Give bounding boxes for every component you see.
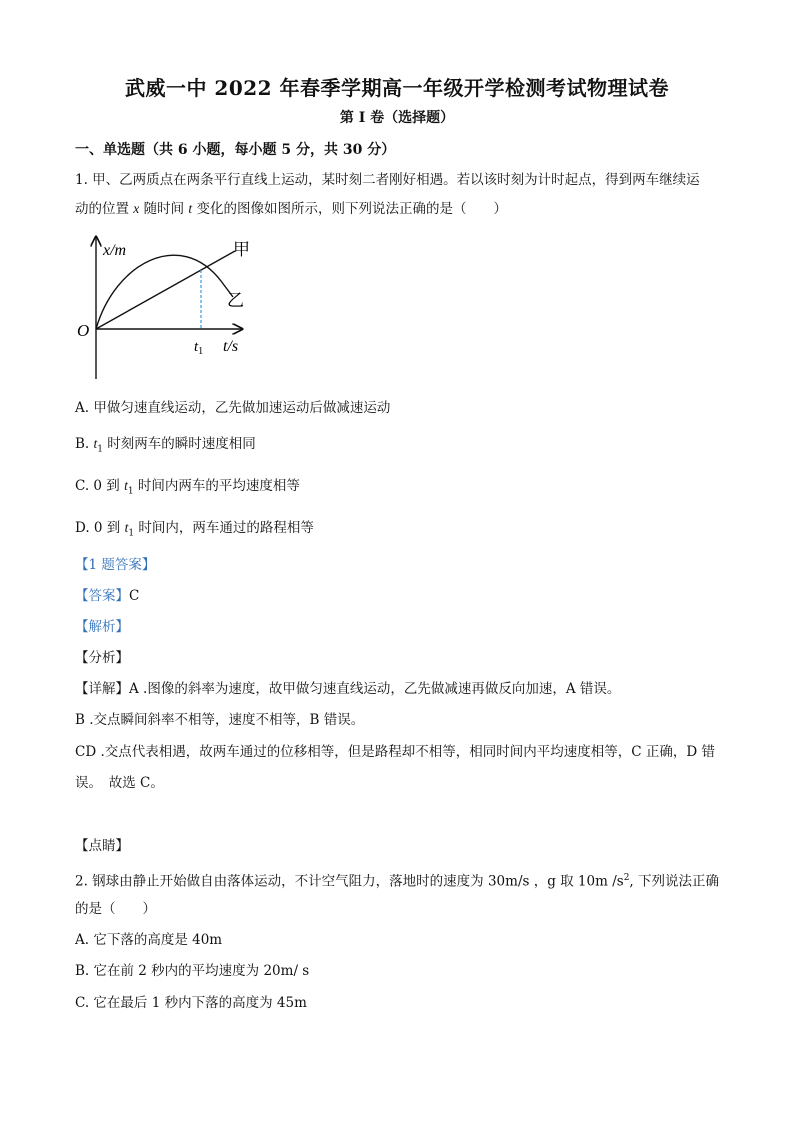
t1-label: $t_1$ bbox=[194, 339, 204, 357]
q1-stem-line2: 动的位置 x 随时间 t 变化的图像如图所示，则下列说法正确的是（ ） bbox=[75, 201, 507, 217]
q2-stem-line2: 的是（ ） bbox=[75, 901, 156, 917]
q2-option-b: B. 它在前 2 秒内的平均速度为 20m/ s bbox=[75, 963, 310, 979]
q1-fenxi: 【分析】 bbox=[75, 650, 129, 666]
exam-subtitle: 第 I 卷（选择题） bbox=[339, 110, 455, 126]
q2-option-c: C. 它在最后 1 秒内下落的高度为 45m bbox=[75, 995, 307, 1011]
origin-label: O bbox=[77, 321, 90, 340]
q1-cd-explain-2: 误。 故选 C。 bbox=[75, 775, 164, 791]
q1-position-time-graph bbox=[70, 233, 260, 385]
jia-line bbox=[96, 251, 235, 329]
q1-jiexi: 【解析】 bbox=[75, 619, 129, 635]
q1-answer-tag: 【1 题答案】 bbox=[75, 557, 156, 573]
q1-option-d: D. 0 到 $t_1$ 时间内，两车通过的路程相等 bbox=[75, 520, 314, 539]
jia-label: 甲 bbox=[233, 240, 250, 259]
yi-label: 乙 bbox=[227, 291, 244, 310]
section-heading: 一、单选题（共 6 小题，每小题 5 分，共 30 分） bbox=[75, 142, 396, 158]
q1-answer: 【答案】C bbox=[75, 588, 140, 604]
q1-xiangjie: 【详解】A .图像的斜率为速度，故甲做匀速直线运动，乙先做减速再做反向加速，A 错误。 bbox=[75, 681, 621, 697]
q1-b-explain: B .交点瞬间斜率不相等，速度不相等，B 错误。 bbox=[75, 712, 365, 728]
q1-option-b: B. $t_1$ 时刻两车的瞬时速度相同 bbox=[75, 436, 256, 455]
q1-option-c: C. 0 到 $t_1$ 时间内两车的平均速度相等 bbox=[75, 478, 300, 497]
q1-stem-line1: 1. 甲、乙两质点在两条平行直线上运动，某时刻二者刚好相遇。若以该时刻为计时起点，得到两车继续运 bbox=[75, 172, 700, 188]
q1-dianjing: 【点睛】 bbox=[75, 838, 129, 854]
exam-title: 武威一中 2022 年春季学期高一年级开学检测考试物理试卷 bbox=[124, 76, 670, 100]
q2-option-a: A. 它下落的高度是 40m bbox=[75, 932, 223, 948]
q2-stem-line1: 2. 钢球由静止开始做自由落体运动，不计空气阻力，落地时的速度为 30m/s ，g 取 10m $/s^2$, 下列说法正确 bbox=[75, 873, 720, 890]
q1-cd-explain-1: CD .交点代表相遇，故两车通过的位移相等，但是路程却不相等，相同时间内平均速度相等，C 正确，D 错 bbox=[75, 744, 715, 760]
y-axis-label: x/m bbox=[103, 242, 127, 259]
x-axis-label: t/s bbox=[223, 338, 239, 355]
q1-option-a: A. 甲做匀速直线运动，乙先做加速运动后做减速运动 bbox=[75, 400, 391, 416]
